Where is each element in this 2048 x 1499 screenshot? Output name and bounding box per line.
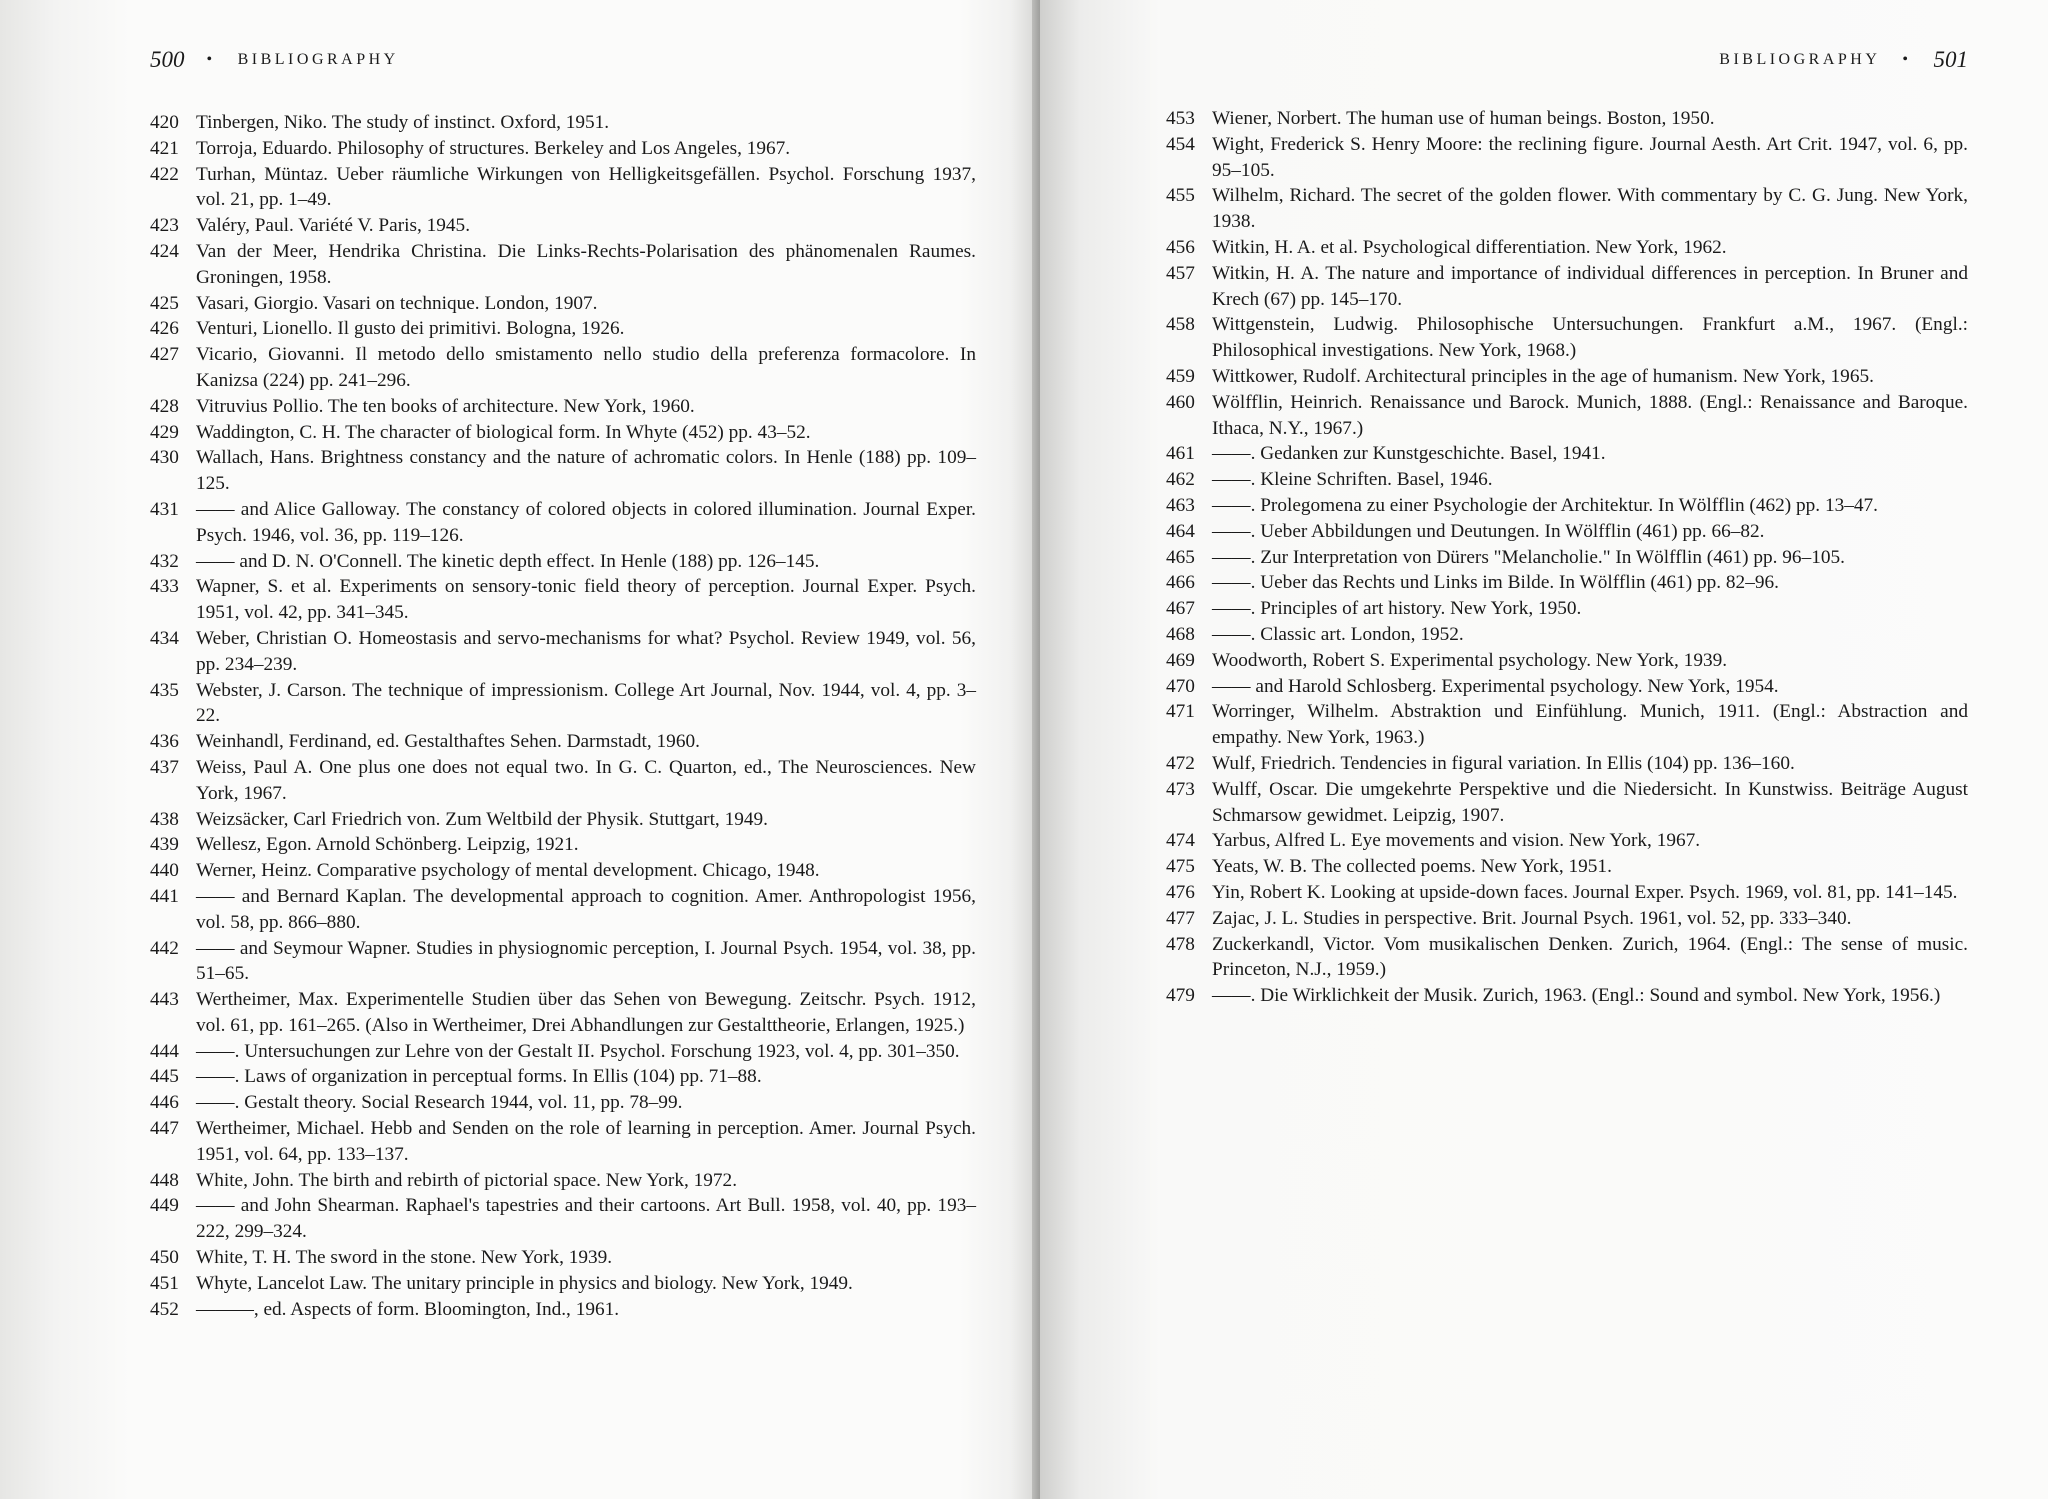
bibliography-entry: [150, 832, 976, 858]
bibliography-entry: [150, 1193, 976, 1245]
bibliography-list: [150, 110, 976, 1322]
bibliography-entry: [1166, 235, 1968, 261]
bibliography-entry: [150, 1245, 976, 1271]
entry-text: Zajac, J. L. Studies in perspective. Brit. Journal Psych. 1961, vol. 52, pp. 333–340.: [1212, 907, 1852, 929]
entry-number: 459: [1166, 365, 1195, 387]
entry-text: Tinbergen, Niko. The study of instinct. Oxford, 1951.: [196, 112, 610, 133]
entry-text: —— and Harold Schlosberg. Experimental psychology. New York, 1954.: [1212, 675, 1779, 697]
entry-text: Wittkower, Rudolf. Architectural principles in the age of humanism. New York, 1965.: [1212, 365, 1874, 387]
entry-number: 422: [150, 163, 179, 185]
entry-number: 430: [150, 447, 179, 469]
entry-number: 441: [150, 885, 179, 907]
bibliography-entry: [1166, 106, 1968, 132]
entry-number: 457: [1166, 262, 1195, 284]
entry-number: 445: [150, 1066, 179, 1088]
entry-text: —— and John Shearman. Raphael's tapestries and their cartoons. Art Bull. 1958, vol. 40, pp. 193–222, 299–324.: [196, 1195, 976, 1243]
entry-text: —— and Seymour Wapner. Studies in physiognomic perception, I. Journal Psych. 1954, vol. 38, pp. 51–65.: [196, 937, 976, 985]
bibliography-entry: [1166, 932, 1968, 984]
entry-text: Wertheimer, Michael. Hebb and Senden on the role of learning in perception. Amer. Journal Psych. 1951, vol. 64, pp. 133–137.: [196, 1118, 976, 1165]
entry-text: Yin, Robert K. Looking at upside-down faces. Journal Exper. Psych. 1969, vol. 81, pp. 141–145.: [1212, 881, 1958, 903]
entry-text: Weiss, Paul A. One plus one does not equal two. In G. C. Quarton, ed., The Neurosciences. New York, 1967.: [196, 756, 976, 804]
entry-number: 436: [150, 731, 179, 753]
bibliography-entry: [1166, 751, 1968, 777]
header-separator: •: [1902, 51, 1912, 68]
entry-text: Yarbus, Alfred L. Eye movements and vision. New York, 1967.: [1212, 830, 1701, 852]
bibliography-entry: [1166, 467, 1968, 493]
entry-number: 467: [1166, 598, 1195, 620]
bibliography-entry: [1166, 880, 1968, 906]
bibliography-entry: [1166, 183, 1968, 235]
bibliography-entry: [150, 574, 976, 626]
entry-text: Wellesz, Egon. Arnold Schönberg. Leipzig, 1921.: [196, 834, 579, 856]
bibliography-entry: [150, 162, 976, 214]
entry-number: 454: [1166, 133, 1195, 155]
entry-number: 468: [1166, 623, 1195, 645]
bibliography-entry: [1166, 777, 1968, 829]
entry-number: 444: [150, 1040, 179, 1062]
entry-number: 443: [150, 989, 179, 1011]
bibliography-entry: [150, 342, 976, 394]
entry-text: Worringer, Wilhelm. Abstraktion und Einfühlung. Munich, 1911. (Engl.: Abstraction and empathy. New York, 1963.): [1212, 701, 1968, 749]
entry-number: 460: [1166, 391, 1195, 413]
entry-number: 470: [1166, 675, 1195, 697]
entry-text: Webster, J. Carson. The technique of impressionism. College Art Journal, Nov. 1944, vol. 4, pp. 3–22.: [196, 679, 976, 727]
entry-text: Weizsäcker, Carl Friedrich von. Zum Weltbild der Physik. Stuttgart, 1949.: [196, 808, 768, 830]
entry-number: 474: [1166, 830, 1195, 852]
bibliography-entry: [150, 936, 976, 988]
entry-number: 472: [1166, 752, 1195, 774]
entry-text: ——. Zur Interpretation von Dürers "Melancholie." In Wölfflin (461) pp. 96–105.: [1212, 546, 1845, 568]
entry-number: 423: [150, 215, 179, 237]
entry-text: Wallach, Hans. Brightness constancy and the nature of achromatic colors. In Henle (188) pp. 109–125.: [196, 447, 976, 495]
entry-text: ——. Die Wirklichkeit der Musik. Zurich, 1963. (Engl.: Sound and symbol. New York, 1956.): [1212, 985, 1941, 1007]
entry-number: 466: [1166, 572, 1195, 594]
bibliography-entry: [150, 1090, 976, 1116]
entry-text: Wertheimer, Max. Experimentelle Studien über das Sehen von Bewegung. Zeitschr. Psych. 1912, vol. 61, pp. 161–265. (Also in Wertheimer, Drei Abhandlungen zur Gestalttheorie, Erlangen, 1925.): [196, 989, 976, 1036]
bibliography-entry: [150, 1271, 976, 1297]
entry-number: 421: [150, 137, 179, 159]
entry-number: 464: [1166, 520, 1195, 542]
entry-text: Turhan, Müntaz. Ueber räumliche Wirkungen von Helligkeitsgefällen. Psychol. Forschung 1937, vol. 21, pp. 1–49.: [196, 163, 976, 211]
entry-number: 433: [150, 576, 179, 598]
right-page-header: [1166, 44, 1968, 76]
bibliography-entry: [150, 807, 976, 833]
entry-text: White, T. H. The sword in the stone. New York, 1939.: [196, 1247, 613, 1269]
entry-text: ———, ed. Aspects of form. Bloomington, Ind., 1961.: [196, 1298, 620, 1320]
bibliography-entry: [150, 239, 976, 291]
entry-text: Weinhandl, Ferdinand, ed. Gestalthaftes Sehen. Darmstadt, 1960.: [196, 731, 700, 753]
bibliography-entry: [1166, 622, 1968, 648]
entry-number: 438: [150, 808, 179, 830]
entry-text: Witkin, H. A. The nature and importance of individual differences in perception. In Bruner and Krech (67) pp. 145–170.: [1212, 262, 1968, 310]
entry-number: 431: [150, 498, 179, 520]
entry-text: Vasari, Giorgio. Vasari on technique. London, 1907.: [196, 292, 598, 314]
entry-text: ——. Ueber das Rechts und Links im Bilde. In Wölfflin (461) pp. 82–96.: [1212, 572, 1779, 594]
bibliography-entry: [150, 110, 976, 136]
bibliography-entry: [150, 497, 976, 549]
entry-number: 463: [1166, 494, 1195, 516]
entry-number: 447: [150, 1118, 179, 1140]
entry-text: Wölfflin, Heinrich. Renaissance und Barock. Munich, 1888. (Engl.: Renaissance and Baroque. Ithaca, N.Y., 1967.): [1212, 391, 1968, 439]
entry-number: 478: [1166, 933, 1195, 955]
entry-text: ——. Principles of art history. New York, 1950.: [1212, 598, 1582, 620]
running-head: BIBLIOGRAPHY: [1719, 51, 1881, 68]
entry-text: —— and Alice Galloway. The constancy of colored objects in colored illumination. Journal Exper. Psych. 1946, vol. 36, pp. 119–126.: [196, 498, 976, 546]
bibliography-entry: [1166, 983, 1968, 1009]
entry-number: 453: [1166, 108, 1195, 129]
bibliography-entry: [1166, 441, 1968, 467]
bibliography-entry: [1166, 906, 1968, 932]
entry-number: 461: [1166, 443, 1195, 465]
entry-number: 476: [1166, 881, 1195, 903]
bibliography-entry: [1166, 854, 1968, 880]
entry-text: ——. Laws of organization in perceptual forms. In Ellis (104) pp. 71–88.: [196, 1066, 762, 1088]
bibliography-entry: [150, 858, 976, 884]
bibliography-entry: [150, 420, 976, 446]
bibliography-entry: [1166, 493, 1968, 519]
entry-text: Wittgenstein, Ludwig. Philosophische Untersuchungen. Frankfurt a.M., 1967. (Engl.: Philosophical investigations. New York, 1968.): [1212, 314, 1968, 362]
entry-text: Valéry, Paul. Variété V. Paris, 1945.: [196, 215, 471, 237]
entry-number: 424: [150, 240, 179, 262]
entry-number: 450: [150, 1247, 179, 1269]
left-page-header: [150, 44, 976, 76]
bibliography-entry: [150, 394, 976, 420]
entry-number: 425: [150, 292, 179, 314]
bibliography-entry: [150, 213, 976, 239]
bibliography-entry: [1166, 390, 1968, 442]
bibliography-entry: [150, 1064, 976, 1090]
entry-number: 465: [1166, 546, 1195, 568]
bibliography-entry: [1166, 519, 1968, 545]
entry-number: 439: [150, 834, 179, 856]
entry-number: 475: [1166, 856, 1195, 878]
right-page: [1040, 0, 2048, 1499]
bibliography-entry: [1166, 261, 1968, 313]
entry-number: 434: [150, 627, 179, 649]
entry-text: ——. Prolegomena zu einer Psychologie der Architektur. In Wölfflin (462) pp. 13–47.: [1212, 494, 1878, 516]
bibliography-entry: [1166, 570, 1968, 596]
entry-number: 427: [150, 344, 179, 366]
bibliography-list: [1166, 106, 1968, 1009]
entry-number: 437: [150, 756, 179, 778]
entry-number: 477: [1166, 907, 1195, 929]
entry-number: 455: [1166, 185, 1195, 207]
page-number: 501: [1933, 47, 1968, 72]
bibliography-entry: [150, 1116, 976, 1168]
bibliography-entry: [1166, 312, 1968, 364]
bibliography-entry: [1166, 596, 1968, 622]
entry-text: Venturi, Lionello. Il gusto dei primitivi. Bologna, 1926.: [196, 318, 625, 340]
entry-number: 442: [150, 937, 179, 959]
bibliography-entry: [150, 445, 976, 497]
entry-text: Torroja, Eduardo. Philosophy of structures. Berkeley and Los Angeles, 1967.: [196, 137, 791, 159]
entry-number: 428: [150, 395, 179, 417]
entry-text: Wiener, Norbert. The human use of human beings. Boston, 1950.: [1212, 108, 1715, 129]
entry-text: Van der Meer, Hendrika Christina. Die Links-Rechts-Polarisation des phänomenalen Raumes. Groningen, 1958.: [196, 240, 976, 288]
bibliography-entry: [150, 136, 976, 162]
bibliography-entry: [150, 291, 976, 317]
bibliography-entry: [150, 755, 976, 807]
bibliography-entry: [150, 626, 976, 678]
bibliography-entry: [150, 678, 976, 730]
entry-text: Wilhelm, Richard. The secret of the golden flower. With commentary by C. G. Jung. New York, 1938.: [1212, 185, 1968, 233]
entry-number: 420: [150, 112, 179, 133]
bibliography-entry: [1166, 132, 1968, 184]
bibliography-entry: [150, 884, 976, 936]
header-separator: •: [206, 51, 216, 68]
entry-number: 458: [1166, 314, 1195, 336]
bibliography-entry: [150, 316, 976, 342]
entry-number: 429: [150, 421, 179, 443]
bibliography-entry: [150, 987, 976, 1039]
entry-text: Yeats, W. B. The collected poems. New York, 1951.: [1212, 856, 1612, 878]
entry-text: Wulf, Friedrich. Tendencies in figural variation. In Ellis (104) pp. 136–160.: [1212, 752, 1795, 774]
entry-number: 435: [150, 679, 179, 701]
bibliography-entry: [150, 729, 976, 755]
entry-number: 473: [1166, 778, 1195, 800]
entry-number: 471: [1166, 701, 1195, 723]
entry-number: 432: [150, 550, 179, 572]
entry-text: ——. Ueber Abbildungen und Deutungen. In Wölfflin (461) pp. 66–82.: [1212, 520, 1765, 542]
entry-text: ——. Gedanken zur Kunstgeschichte. Basel, 1941.: [1212, 443, 1606, 465]
entry-text: ——. Untersuchungen zur Lehre von der Gestalt II. Psychol. Forschung 1923, vol. 4, pp. 301–350.: [196, 1040, 960, 1062]
bibliography-entry: [150, 1039, 976, 1065]
entry-text: Wight, Frederick S. Henry Moore: the reclining figure. Journal Aesth. Art Crit. 1947, vol. 6, pp. 95–105.: [1212, 133, 1968, 181]
entry-number: 469: [1166, 649, 1195, 671]
bibliography-entry: [150, 1168, 976, 1194]
bibliography-entry: [1166, 364, 1968, 390]
entry-number: 452: [150, 1298, 179, 1320]
running-head: BIBLIOGRAPHY: [237, 51, 399, 68]
entry-number: 462: [1166, 469, 1195, 491]
entry-text: Vitruvius Pollio. The ten books of architecture. New York, 1960.: [196, 395, 695, 417]
entry-text: —— and D. N. O'Connell. The kinetic depth effect. In Henle (188) pp. 126–145.: [196, 550, 820, 572]
entry-text: Wulff, Oscar. Die umgekehrte Perspektive und die Niedersicht. In Kunstwiss. Beiträge August Schmarsow gewidmet. Leipzig, 1907.: [1212, 778, 1968, 826]
page-number: 500: [150, 47, 185, 72]
bibliography-entry: [150, 549, 976, 575]
entry-text: White, John. The birth and rebirth of pictorial space. New York, 1972.: [196, 1169, 738, 1191]
entry-text: Werner, Heinz. Comparative psychology of mental development. Chicago, 1948.: [196, 860, 820, 882]
entry-text: ——. Kleine Schriften. Basel, 1946.: [1212, 469, 1493, 491]
bibliography-entry: [1166, 545, 1968, 571]
bibliography-entry: [1166, 699, 1968, 751]
entry-text: Vicario, Giovanni. Il metodo dello smistamento nello studio della preferenza formacolore. In Kanizsa (224) pp. 241–296.: [196, 344, 976, 391]
entry-number: 448: [150, 1169, 179, 1191]
entry-number: 440: [150, 860, 179, 882]
entry-text: ——. Gestalt theory. Social Research 1944, vol. 11, pp. 78–99.: [196, 1092, 683, 1114]
entry-text: Whyte, Lancelot Law. The unitary principle in physics and biology. New York, 1949.: [196, 1272, 853, 1294]
entry-text: Zuckerkandl, Victor. Vom musikalischen Denken. Zurich, 1964. (Engl.: The sense of music. Princeton, N.J., 1959.): [1212, 933, 1968, 981]
entry-number: 449: [150, 1195, 179, 1217]
entry-number: 446: [150, 1092, 179, 1114]
entry-text: Witkin, H. A. et al. Psychological differentiation. New York, 1962.: [1212, 236, 1727, 258]
entry-text: Woodworth, Robert S. Experimental psychology. New York, 1939.: [1212, 649, 1728, 671]
entry-number: 426: [150, 318, 179, 340]
entry-text: ——. Classic art. London, 1952.: [1212, 623, 1464, 645]
entry-number: 479: [1166, 985, 1195, 1007]
entry-number: 451: [150, 1272, 179, 1294]
bibliography-entry: [1166, 828, 1968, 854]
entry-text: Wapner, S. et al. Experiments on sensory-tonic field theory of perception. Journal Exper. Psych. 1951, vol. 42, pp. 341–345.: [196, 576, 976, 624]
bibliography-entry: [150, 1297, 976, 1323]
entry-text: Weber, Christian O. Homeostasis and servo-mechanisms for what? Psychol. Review 1949, vol. 56, pp. 234–239.: [196, 627, 976, 675]
entry-text: —— and Bernard Kaplan. The developmental approach to cognition. Amer. Anthropologist 1956, vol. 58, pp. 866–880.: [196, 885, 976, 933]
bibliography-entry: [1166, 674, 1968, 700]
entry-text: Waddington, C. H. The character of biological form. In Whyte (452) pp. 43–52.: [196, 421, 811, 443]
bibliography-entry: [1166, 648, 1968, 674]
entry-number: 456: [1166, 236, 1195, 258]
